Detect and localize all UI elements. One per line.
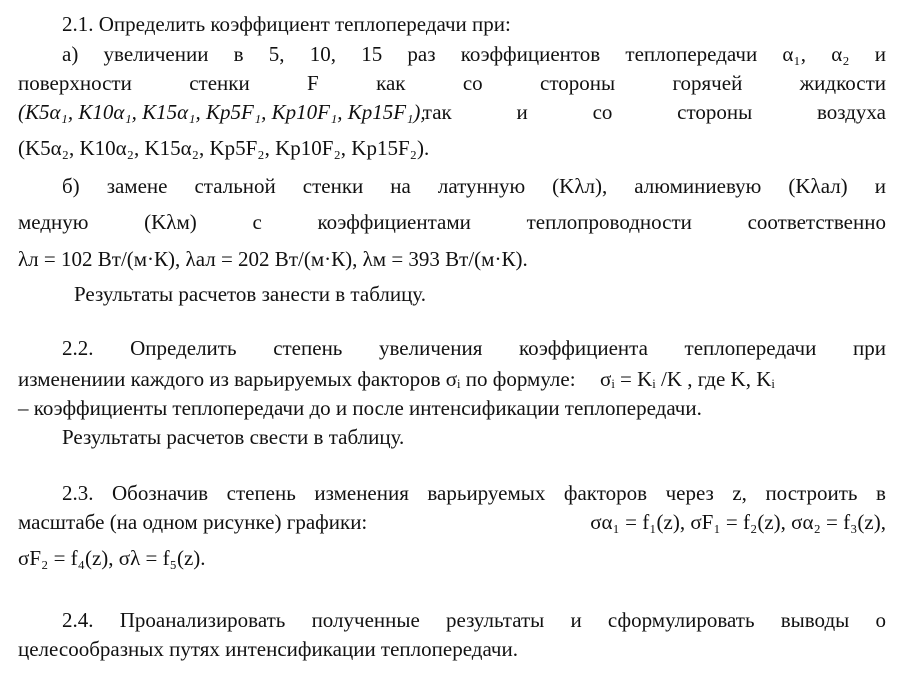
formula-k-aluminium: (Kλал) (788, 174, 848, 198)
s21-a-line3 (18, 98, 886, 126)
word: теплопередачи (625, 42, 758, 66)
formula-sigma-i: σᵢ = Kᵢ /K (600, 367, 682, 391)
word: стенки (189, 71, 250, 95)
formula-k-copper: (Kλм) (144, 210, 197, 234)
word: а) (62, 42, 79, 66)
formula-k-air-hot: (K5α₁, K10α₁, K15α₁, Kp5F₁, Kp10F₁, Kp15F₁), (18, 100, 426, 124)
word: и (516, 100, 528, 124)
word: с (252, 210, 262, 234)
formula-sigma-functions-2: σF₂ = f₄(z), σλ = f₅(z). (18, 546, 206, 570)
s21-title: 2.1. Определить коэффициент теплопередачи при: (62, 12, 511, 36)
s22-line1 (62, 334, 886, 362)
word: выводы (780, 608, 850, 632)
word: F (307, 71, 319, 95)
word: степень (273, 336, 343, 360)
formula-sigma-functions-1: σα₁ = f₁(z), σF₁ = f₂(z), σα₂ = f₃(z), (590, 510, 886, 534)
s22-line3: – коэффициенты теплопередачи до и после интенсификации теплопередачи. (18, 396, 702, 420)
word: и (874, 42, 886, 66)
word: коэффициентами (317, 210, 471, 234)
word: 15 (361, 42, 383, 66)
word: варьируемых (427, 481, 546, 505)
word: 2.4. (62, 608, 94, 632)
word: построить (765, 481, 858, 505)
word: 10, (309, 42, 336, 66)
word: жидкости (799, 71, 886, 95)
word: изменения (314, 481, 409, 505)
word: со (592, 100, 613, 124)
word: стенки (302, 174, 364, 198)
word: увеличения (379, 336, 483, 360)
word: теплопроводности (526, 210, 692, 234)
word: Обозначив (112, 481, 209, 505)
word: степень (226, 481, 296, 505)
word: стороны (540, 71, 616, 95)
formula-k-brass: (Kλл), (552, 174, 608, 198)
word: замене (106, 174, 168, 198)
word: теплопередачи (684, 336, 817, 360)
word: в (233, 42, 244, 66)
s24-line2: целесообразных путях интенсификации теплопередачи. (18, 637, 518, 661)
word: 5, (268, 42, 285, 66)
word: 2.3. (62, 481, 94, 505)
word: коэффициентов (460, 42, 601, 66)
s23-line1 (62, 479, 886, 507)
word: горячей (672, 71, 743, 95)
word: α₁, (782, 42, 806, 66)
s23-text: масштабе (на одном рисунке) графики: (18, 510, 368, 534)
word: коэффициента (519, 336, 648, 360)
word: стальной (194, 174, 276, 198)
s21-b-line1 (62, 172, 886, 200)
word: сформулировать (607, 608, 755, 632)
s22-result: Результаты расчетов свести в таблицу. (62, 425, 405, 449)
word: б) (62, 174, 80, 198)
word: со (462, 71, 483, 95)
word: раз (407, 42, 436, 66)
word: в (875, 481, 886, 505)
word: при (852, 336, 886, 360)
s21-a-line2 (18, 69, 886, 97)
s22-line2 (18, 365, 775, 393)
word: α₂ (831, 42, 850, 66)
s23-line2 (18, 508, 886, 536)
word: Определить (130, 336, 237, 360)
word: результаты (446, 608, 545, 632)
s22-tail: , где K, Kᵢ (687, 367, 775, 391)
word: алюминиевую (634, 174, 762, 198)
word: и (874, 174, 886, 198)
word: так (422, 100, 452, 124)
word: о (875, 608, 886, 632)
s22-text: изменениии каждого из варьируемых факторов σᵢ по формуле: (18, 367, 576, 391)
word: стороны (677, 100, 753, 124)
word: латунную (437, 174, 526, 198)
word: полученные (311, 608, 420, 632)
s21-result: Результаты расчетов занести в таблицу. (74, 282, 426, 306)
word: соответственно (747, 210, 886, 234)
word: как (376, 71, 406, 95)
word: на (390, 174, 411, 198)
word: 2.2. (62, 336, 94, 360)
word: поверхности (18, 71, 132, 95)
s24-line1 (62, 606, 886, 634)
formula-lambda-values: λл = 102 Вт/(м·К), λал = 202 Вт/(м·К), λм = 393 Вт/(м·К). (18, 247, 528, 271)
word: факторов (563, 481, 648, 505)
s21-a-line1 (62, 40, 886, 68)
word: увеличении (103, 42, 209, 66)
word: через (665, 481, 714, 505)
word: и (570, 608, 582, 632)
formula-k-air: (K5α₂, K10α₂, K15α₂, Kp5F₂, Kp10F₂, Kp15F₂). (18, 136, 430, 160)
word: медную (18, 210, 89, 234)
s21-b-line2 (18, 208, 886, 236)
word: z, (732, 481, 747, 505)
word: воздуха (817, 100, 886, 124)
word: Проанализировать (119, 608, 286, 632)
